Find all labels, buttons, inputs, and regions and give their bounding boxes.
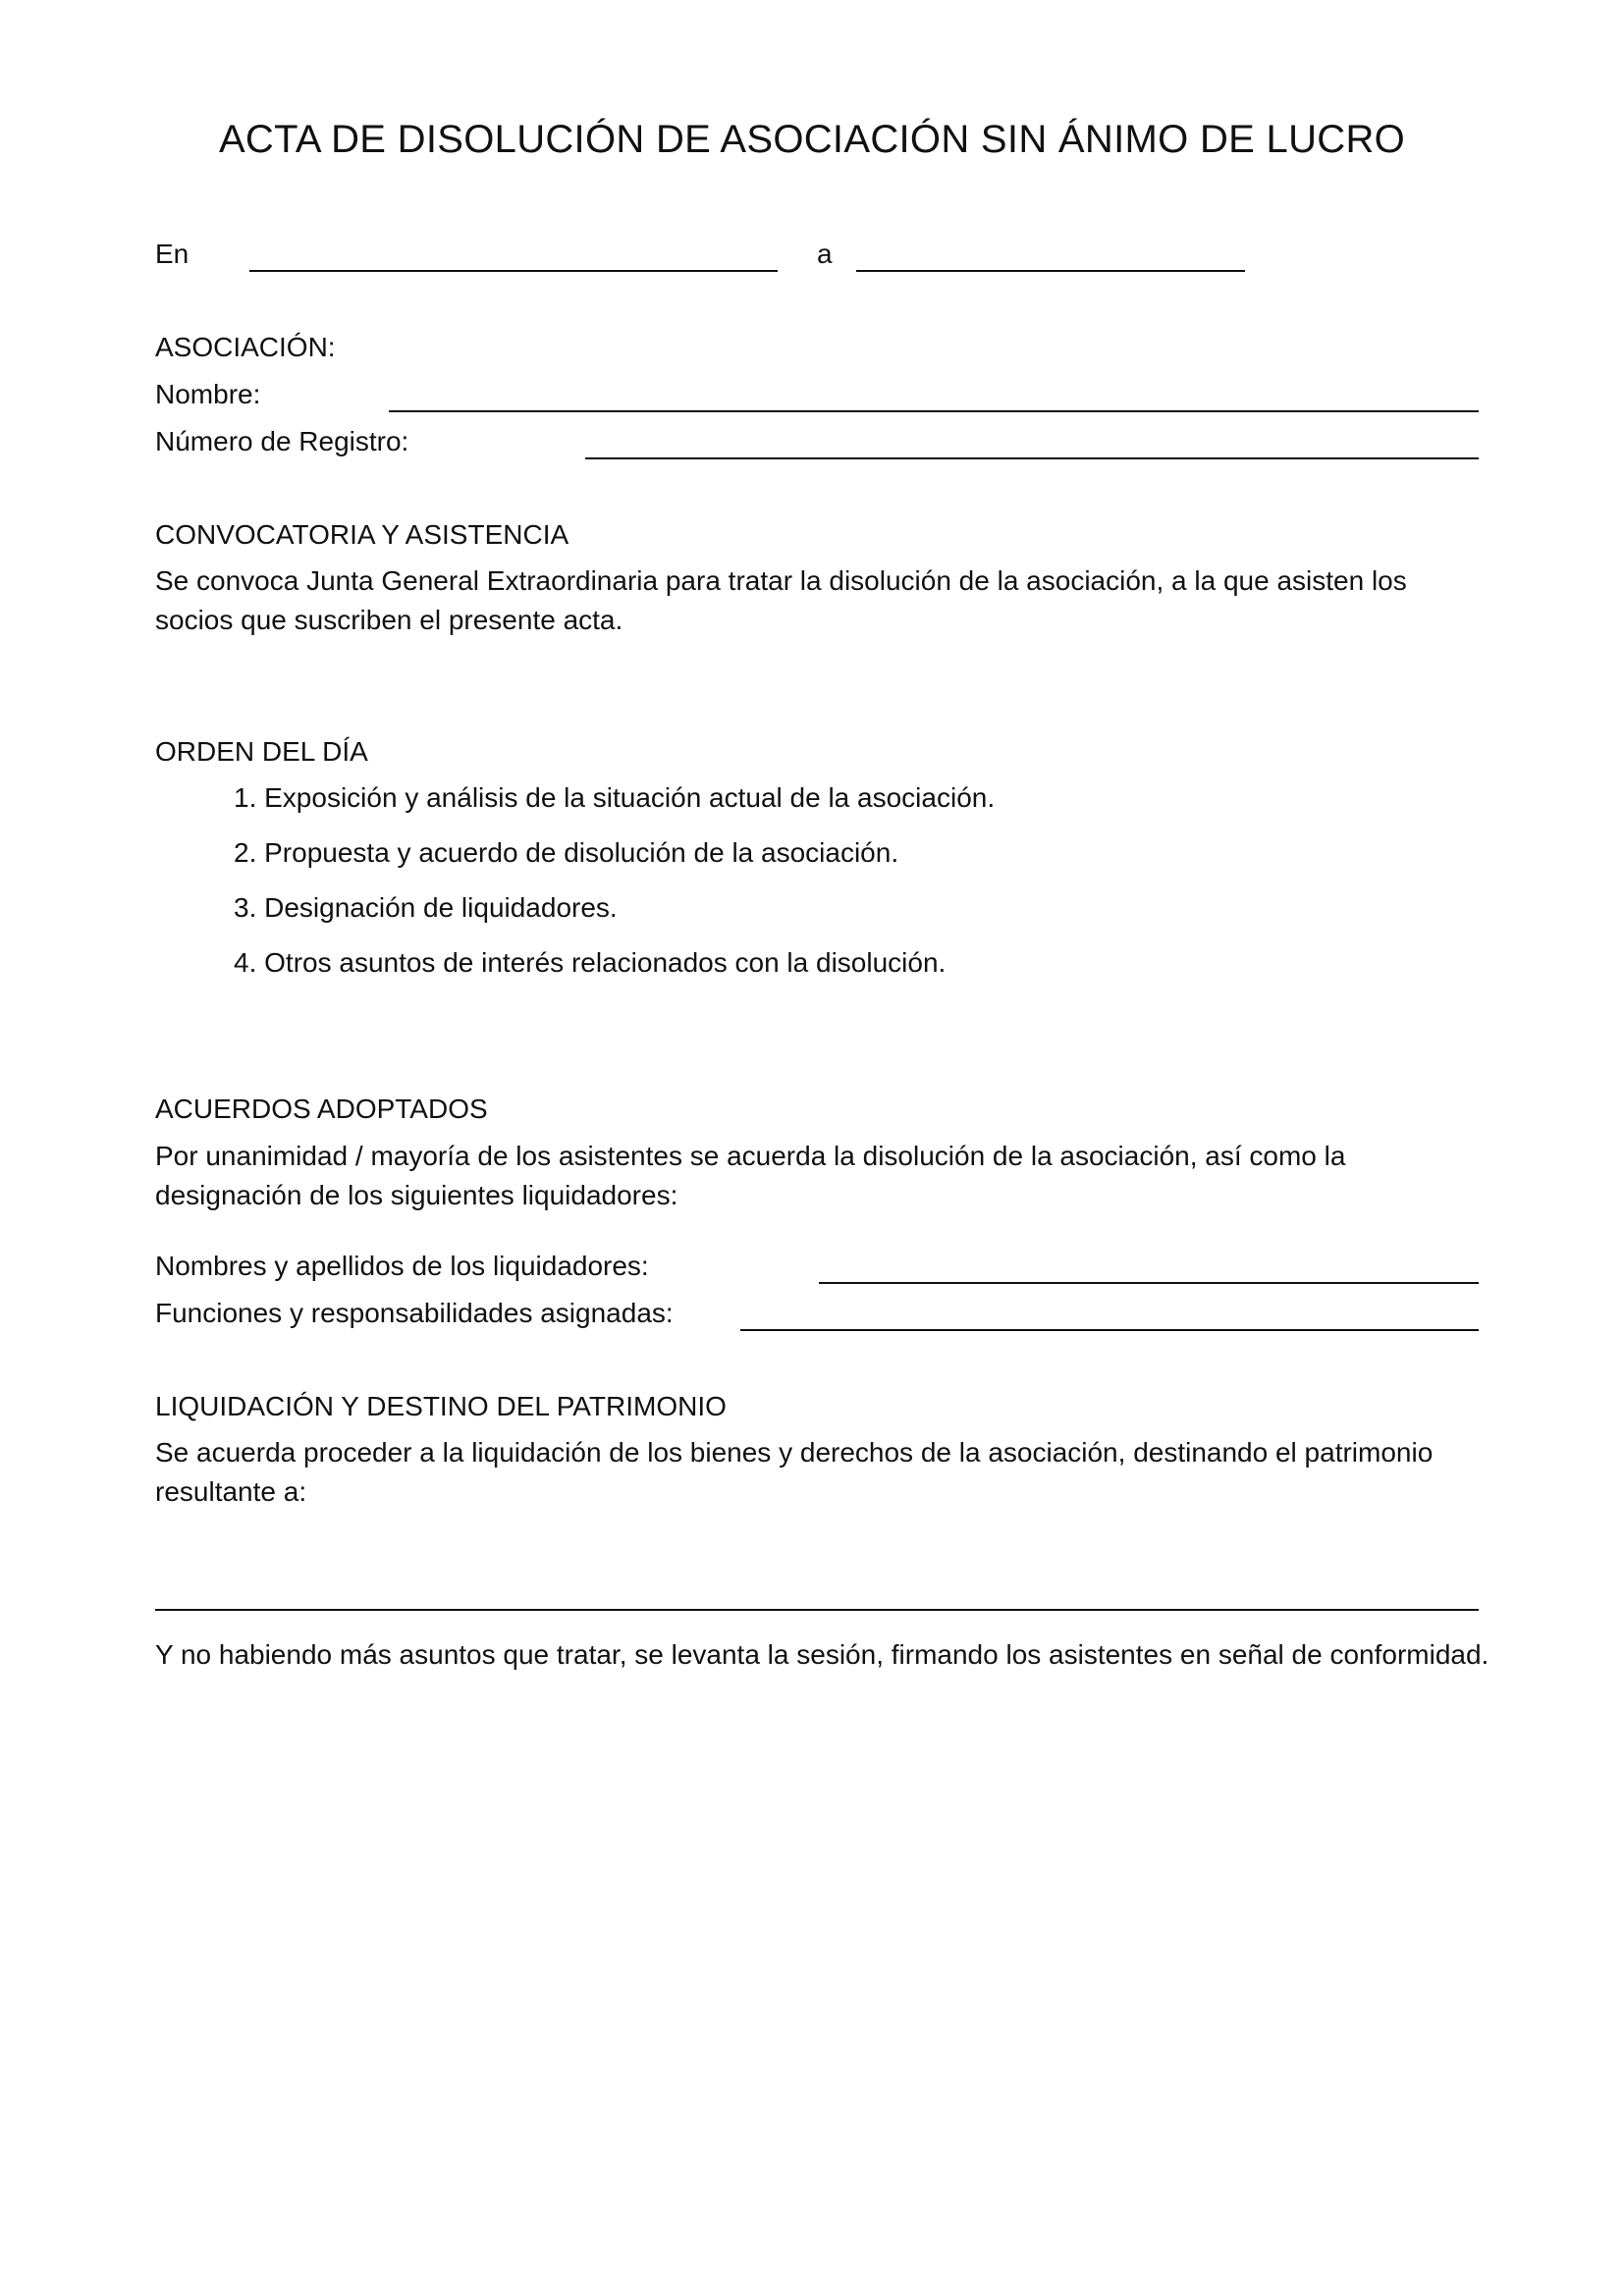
liquidacion-heading: LIQUIDACIÓN Y DESTINO DEL PATRIMONIO [155, 1391, 727, 1421]
orden-del-dia-heading: ORDEN DEL DÍA [155, 736, 368, 767]
document-title: ACTA DE DISOLUCIÓN DE ASOCIACIÓN SIN ÁNIMO DE LUCRO [218, 118, 1406, 161]
en-label: En [155, 239, 189, 269]
orden-item-1: 1. Exposición y análisis de la situación actual de la asociación. [234, 782, 996, 813]
asociacion-heading: ASOCIACIÓN: [155, 332, 336, 362]
convocatoria-text: Se convoca Junta General Extraordinaria para tratar la disolución de la asociación, a la que asisten los socios que suscriben el presente acta. [155, 565, 1407, 635]
nombre-field-line[interactable] [389, 410, 1479, 412]
acuerdos-text: Por unanimidad / mayoría de los asistentes se acuerda la disolución de la asociación, así como la designación de los siguientes liquidadores: [155, 1141, 1346, 1210]
orden-item-2: 2. Propuesta y acuerdo de disolución de la asociación. [234, 837, 899, 868]
cierre-text: Y no habiendo más asuntos que tratar, se levanta la sesión, firmando los asistentes en señal de conformidad. [155, 1639, 1489, 1670]
funciones-label: Funciones y responsabilidades asignadas: [155, 1298, 674, 1328]
liquidacion-text: Se acuerda proceder a la liquidación de los bienes y derechos de la asociación, destinando el patrimonio resultante a: [155, 1437, 1434, 1507]
orden-item-3: 3. Designación de liquidadores. [234, 892, 618, 923]
registro-label: Número de Registro: [155, 426, 409, 456]
acuerdos-heading: ACUERDOS ADOPTADOS [155, 1094, 488, 1124]
funciones-field-line[interactable] [740, 1329, 1479, 1331]
convocatoria-heading: CONVOCATORIA Y ASISTENCIA [155, 519, 569, 550]
nombre-label: Nombre: [155, 379, 261, 409]
orden-item-4: 4. Otros asuntos de interés relacionados con la disolución. [234, 947, 947, 978]
registro-field-line[interactable] [585, 457, 1479, 459]
date-field-line[interactable] [856, 270, 1245, 272]
place-field-line[interactable] [249, 270, 778, 272]
liquidadores-label: Nombres y apellidos de los liquidadores: [155, 1251, 649, 1281]
a-label: a [817, 239, 833, 269]
liquidadores-field-line[interactable] [819, 1282, 1479, 1284]
patrimonio-destino-field-line[interactable] [155, 1609, 1479, 1611]
